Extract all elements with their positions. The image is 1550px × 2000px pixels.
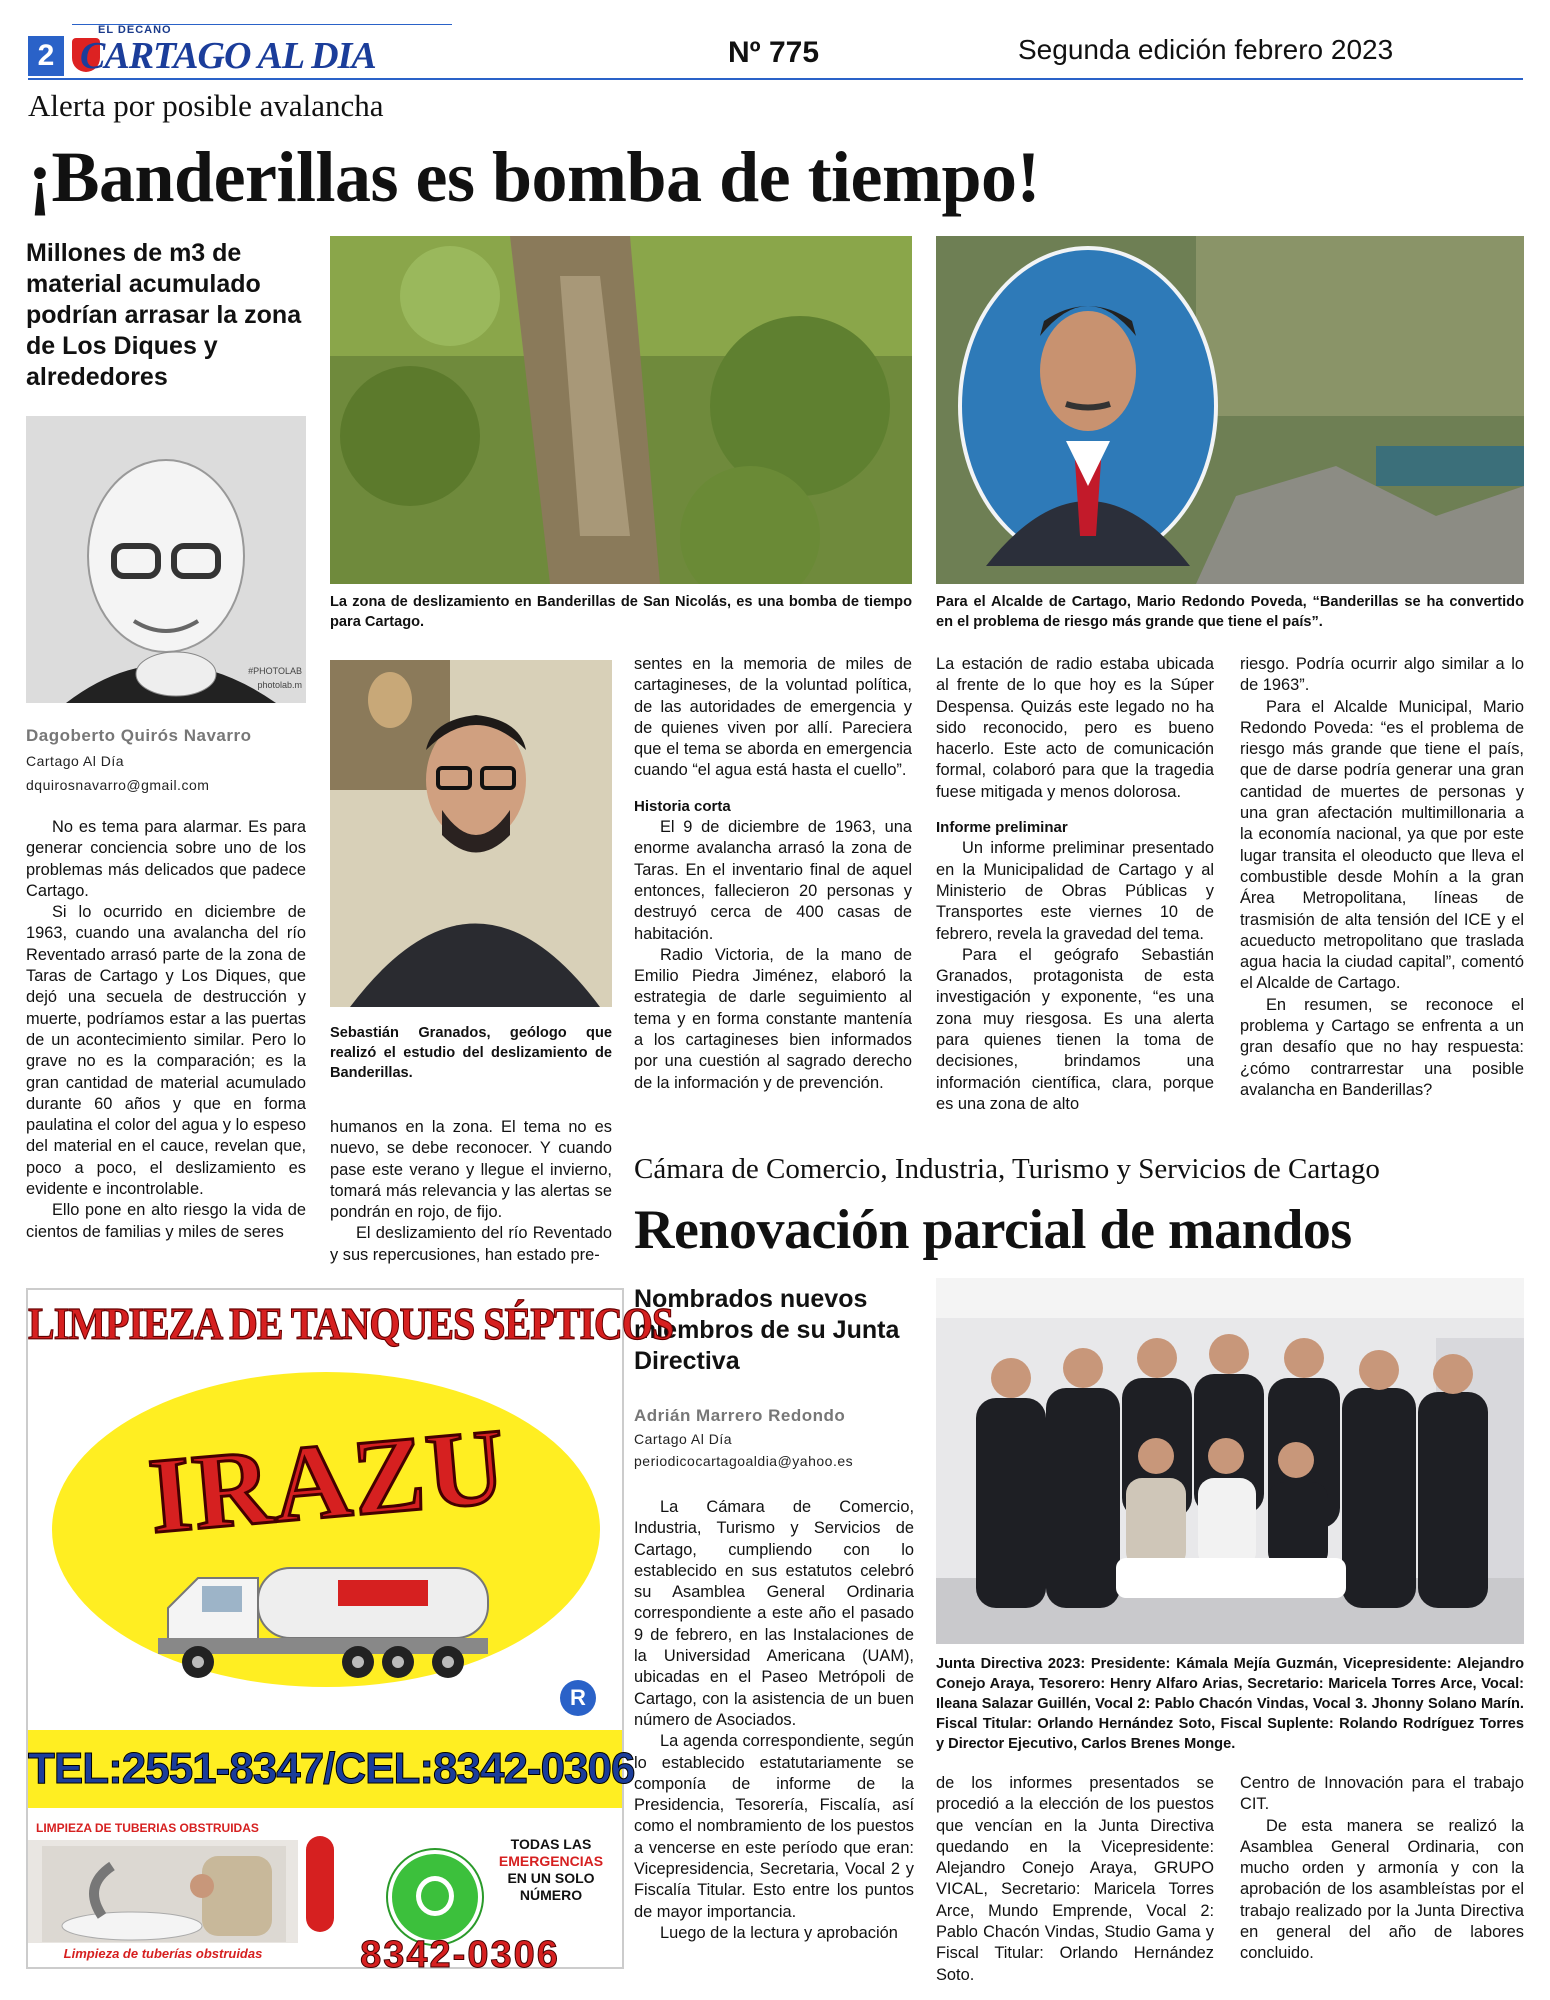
edition-date: Segunda edición febrero 2023 — [1018, 34, 1394, 65]
article1-author-outlet: Cartago Al Día — [26, 753, 125, 769]
tanker-truck-icon — [158, 1558, 498, 1688]
ad-emergency-panel — [298, 1816, 622, 1976]
ad-emerg-line3: EN UN SOLO — [507, 1870, 595, 1886]
article2-headline: Renovación parcial de mandos — [634, 1199, 1352, 1261]
ad-pipes-title: LIMPIEZA DE TUBERIAS OBSTRUIDAS — [28, 1816, 306, 1840]
article1-column-2 — [330, 1117, 612, 1266]
logo-name: CARTAGO AL DIA — [80, 35, 376, 77]
article1-column-5 — [1240, 654, 1524, 1101]
whatsapp-icon — [388, 1850, 482, 1944]
paragraph: La Cámara de Comercio, Industria, Turismo y Servicios de Cartago, cumpliendo con lo establecido en sus estatutos celebró su Asamblea General Ordinaria correspondiente a este año el pasado 9 de febrero, en las Instalaciones de la Universidad Americana (UAM), ubicadas en el Paseo Metrópoli de Cartago, con la asistencia de un buen número de Asociados. — [634, 1498, 914, 1729]
article1-subhead: Millones de m3 de material acumulado podrían arrasar la zona de Los Diques y alrededores — [26, 239, 302, 391]
paragraph: No es tema para alarmar. Es para generar conciencia sobre uno de los problemas más delicados que padece Cartago. — [26, 818, 306, 900]
paragraph: Ello pone en alto riesgo la vida de cientos de familias y miles de seres — [26, 1201, 306, 1241]
paragraph: El deslizamiento del río Reventado y sus repercusiones, han estado pre- — [330, 1224, 612, 1264]
ad-pipes-caption: Limpieza de tuberías obstruidas — [28, 1943, 298, 1965]
registered-icon: R — [560, 1680, 596, 1716]
subheading-informe: Informe preliminar — [936, 819, 1068, 837]
paragraph: humanos en la zona. El tema no es nuevo, se debe reconocer. Y cuando pase este verano y llegue el invierno, tomará más relevancia y las alertas se pondrán en rojo, de fijo. — [330, 1118, 612, 1222]
landslide-caption: La zona de deslizamiento en Banderillas de San Nicolás, es una bomba de tiempo para Cartago. — [330, 594, 912, 630]
masthead-logo[interactable] — [72, 24, 376, 77]
article1-column-1 — [26, 817, 306, 1243]
article1-kicker: Alerta por posible avalancha — [28, 88, 384, 123]
ad-emergency-text — [488, 1836, 614, 1904]
article1-column-4 — [936, 654, 1214, 1115]
page-number: 2 — [28, 36, 64, 76]
paragraph: Para el Alcalde Municipal, Mario Redondo Poveda: “es el problema de riesgo más grande que tiene el país, que de darse podría generar una gran cantidad de muertes de personas y una gran afectación multimillonaria a la economía nacional, ya que por este lugar transita el oleoducto que lleva el combustible desde Mohín a la gran Área Metropolitana, líneas de trasmisión de alta tensión del ICE y el acueducto metropolitano que traslada agua hacia la ciudad capital”, comentó el Alcalde de Cartago. — [1240, 697, 1524, 993]
paragraph: En resumen, se reconoce el problema y Cartago se enfrenta a un gran desafío que no hay respuesta: ¿cómo contrarrestar una posible avalancha en Banderillas? — [1240, 995, 1524, 1099]
paragraph: riesgo. Podría ocurrir algo similar a lo de 1963”. — [1240, 655, 1524, 695]
article1-author-name: Dagoberto Quirós Navarro — [26, 726, 252, 745]
logo-tagline: EL DECANO — [98, 24, 172, 36]
paragraph: Radio Victoria, de la mano de Emilio Piedra Jiménez, elaboró la estrategia de darle seguimiento al tema y en forma constante mantenía a los cartagineses bien informados por una cuestión al sagrado derecho de la información y de prevención. — [634, 945, 912, 1092]
article1-column-3 — [634, 654, 912, 1094]
article2-author-name: Adrián Marrero Redondo — [634, 1406, 846, 1425]
landslide-photo — [330, 236, 912, 584]
ad-phone-numbers[interactable]: TEL:2551-8347/CEL:8342-0306 — [28, 1730, 622, 1808]
geologist-caption: Sebastián Granados, geólogo que realizó el estudio del deslizamiento de Banderillas. — [330, 1025, 612, 1081]
article2-subhead: Nombrados nuevos miembros de su Junta Directiva — [634, 1285, 900, 1375]
article2-kicker: Cámara de Comercio, Industria, Turismo y Servicios de Cartago — [634, 1153, 1380, 1185]
subheading-historia: Historia corta — [634, 797, 731, 815]
article2-column-2 — [936, 1773, 1214, 1986]
paragraph: Para el geógrafo Sebastián Granados, protagonista de esta investigación y exponente, “es una zona muy riesgosa. Es una alerta para quienes tienen la toma de decisiones, brindamos una información científica, clara, porque es una zona de alto — [936, 945, 1214, 1113]
ad-emergency-phone[interactable]: 8342-0306 — [360, 1934, 560, 1976]
header-rule — [28, 78, 1523, 80]
article2-column-1 — [634, 1497, 914, 1944]
author-portrait-photo — [26, 416, 306, 703]
board-caption: Junta Directiva 2023: Presidente: Kámala Mejía Guzmán, Vicepresidente: Alejandro Conejo Araya, Tesorero: Henry Alfaro Arias, Secretario: Maricela Torres Arce, Vocal: Ileana Salazar Guillén, Vocal 2: Pablo Chacón Vindas, Vocal 3. Jhonny Solano Marín. Fiscal Titular: Orlando Hernández Soto, Fiscal Suplente: Rolando Rodríguez Torres y Director Ejecutivo, Carlos Brenes Monge. — [936, 1656, 1524, 1752]
article1-author-email[interactable]: dquirosnavarro@gmail.com — [26, 777, 210, 793]
geologist-photo — [330, 660, 612, 1007]
article2-column-3 — [1240, 1773, 1524, 1965]
paragraph: Si lo ocurrido en diciembre de 1963, cuando una avalancha del río Reventado arrasó parte de la zona de Taras de Cartago y Los Diques, que dejó una secuela de destrucción y muerte, podríamos estar a las puertas de un acontecimiento similar. Pero lo grave no es la comparación; es la gran cantidad de material acumulado durante 60 años y que en forma paulatina el color del agua y lo espeso del material en el cauce, revelan que, poco a poco, el deslizamiento es evidente e incontrolable. — [26, 903, 306, 1199]
paragraph: La agenda correspondiente, según lo establecido estatutariamente se componía de informe de la Presidencia, Tesorería, Fiscalía, así como el nombramiento de los puestos a vencerse en este período que eran: Vicepresidencia, Secretaria, Vocal 2 y Fiscalía Titular. Esto entre los puntos de mayor importancia. — [634, 1732, 914, 1921]
paragraph: Un informe preliminar presentado en la Municipalidad de Cartago y al Ministerio de Obras Públicas y Transportes este viernes 10 de febrero, revela la gravedad del tema. — [936, 839, 1214, 943]
paragraph: La estación de radio estaba ubicada al frente de lo que hoy es la Súper Despensa. Quizás este legado no ha sido reconocido, pero es bueno hacerlo. Este acto de comunicación formal, colaboró para que la tragedia fuese mitigada y menos dolorosa. — [936, 655, 1214, 801]
article2-author-email[interactable]: periodicocartagoaldia@yahoo.es — [634, 1453, 854, 1469]
photo-watermark-2: photolab.m — [257, 680, 302, 690]
paragraph: De esta manera se realizó la Asamblea General Ordinaria, con mucho orden y armonía y con la aprobación de los asambleístas por el trabajo realizado por la Junta Directiva en general del año de labores concluido. — [1240, 1816, 1524, 1963]
ad-emerg-line4: NÚMERO — [519, 1887, 583, 1903]
article1-headline: ¡Banderillas es bomba de tiempo! — [28, 137, 1041, 217]
paragraph: de los informes presentados se procedió a la elección de los puestos que vencían en la Junta Directiva quedando en la Vicepresidente: Alejandro Conejo Araya, GRUPO VICAL, Secretario: Maricela Torres Arce, Mundo Emprende, Vocal 2: Pablo Chacón Vindas, Studio Gama y Fiscal Titular: Orlando Hernández Soto. — [936, 1774, 1214, 1984]
paragraph: Luego de la lectura y aprobación — [660, 1923, 898, 1942]
paragraph: Centro de Innovación para el trabajo CIT. — [1240, 1774, 1524, 1814]
mayor-photo — [936, 236, 1524, 584]
board-group-photo — [936, 1278, 1524, 1644]
issue-number: Nº 775 — [728, 36, 820, 69]
phone-handset-icon — [306, 1836, 334, 1932]
pipe-cleaning-icon — [42, 1846, 286, 1942]
ad-title: LIMPIEZA DE TANQUES SÉPTICOS — [28, 1297, 674, 1350]
mayor-caption: Para el Alcalde de Cartago, Mario Redondo Poveda, “Banderillas se ha convertido en el problema de riesgo más grande que tiene el país”. — [936, 594, 1524, 630]
paragraph: sentes en la memoria de miles de cartagineses, de la voluntad política, de las autoridades de emergencia y de quienes viven por allí. Pareciera que el tema se aborda en emergencia cuando “el agua está hasta el cuello”. — [634, 655, 912, 780]
paragraph: El 9 de diciembre de 1963, una enorme avalancha arrasó la zona de Taras. En el inventario final de aquel entonces, fallecieron 20 personas y destruyó cerca de 400 casas de habitación. — [634, 818, 912, 943]
ad-emerg-line2: EMERGENCIAS — [498, 1853, 604, 1869]
advertisement-irazu[interactable] — [26, 1288, 674, 1976]
article2-author-outlet: Cartago Al Día — [634, 1431, 733, 1447]
ad-emerg-line1: TODAS LAS — [510, 1836, 592, 1852]
ad-brand: IRAZU — [144, 1406, 512, 1557]
photo-watermark: #PHOTOLAB — [248, 666, 302, 676]
ad-pipes-panel — [28, 1816, 298, 1965]
